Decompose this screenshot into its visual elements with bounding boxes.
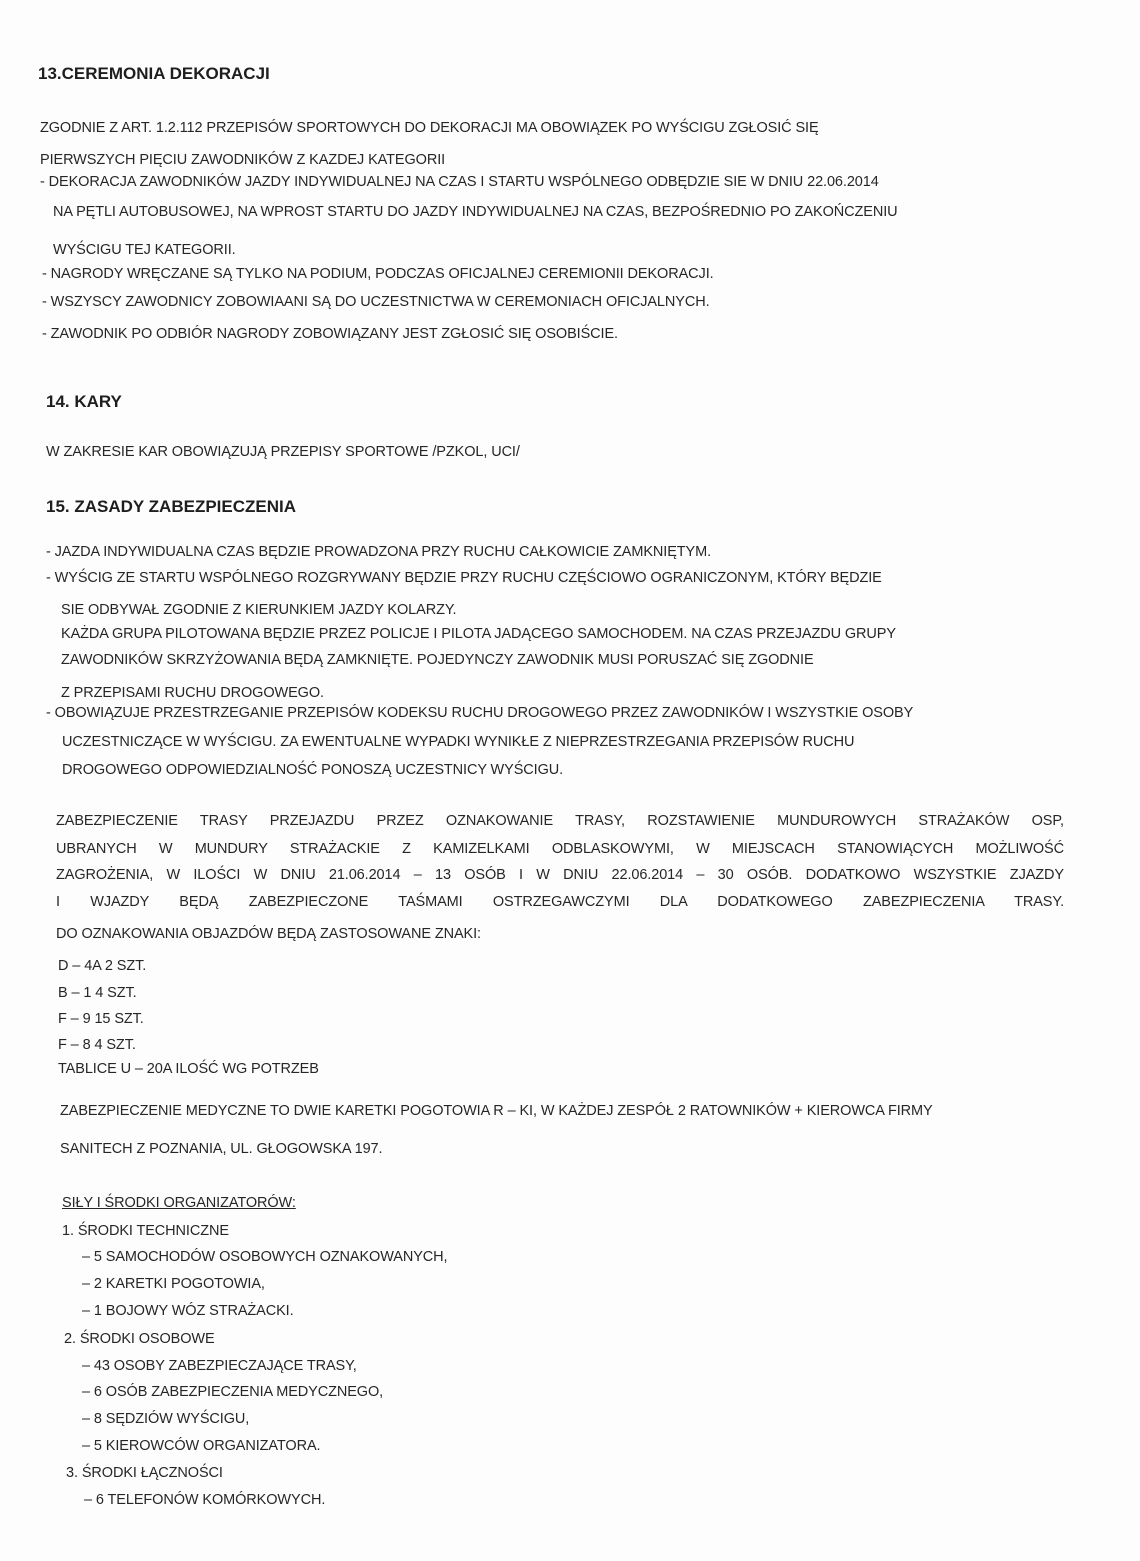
section-15-line: - OBOWIĄZUJE PRZESTRZEGANIE PRZEPISÓW KODEKSU RUCHU DROGOWEGO PRZEZ ZAWODNIKÓW I WSZYSTKIE OSOBY [46, 705, 914, 721]
section-13-line: - ZAWODNIK PO ODBIÓR NAGRODY ZOBOWIĄZANY JEST ZGŁOSIĆ SIĘ OSOBIŚCIE. [42, 326, 618, 342]
medical-line: SANITECH Z POZNANIA, UL. GŁOGOWSKA 197. [60, 1141, 383, 1157]
resource-item: – 5 SAMOCHODÓW OSOBOWYCH OZNAKOWANYCH, [82, 1249, 448, 1265]
section-15-line: KAŻDA GRUPA PILOTOWANA BĘDZIE PRZEZ POLICJE I PILOTA JADĄCEGO SAMOCHODEM. NA CZAS PRZEJAZDU GRUPY [61, 626, 896, 642]
resource-item: – 43 OSOBY ZABEZPIECZAJĄCE TRASY, [82, 1358, 357, 1374]
section-13-line: - NAGRODY WRĘCZANE SĄ TYLKO NA PODIUM, PODCZAS OFICJALNEJ CEREMIONII DEKORACJI. [42, 266, 714, 282]
resource-group-title: 1. ŚRODKI TECHNICZNE [62, 1223, 229, 1239]
resource-item: – 8 SĘDZIÓW WYŚCIGU, [82, 1411, 250, 1427]
sign-item: F – 8 4 SZT. [58, 1037, 136, 1053]
sign-item: TABLICE U – 20A ILOŚĆ WG POTRZEB [58, 1061, 319, 1077]
resource-item: – 2 KARETKI POGOTOWIA, [82, 1276, 265, 1292]
resource-item: – 6 OSÓB ZABEZPIECZENIA MEDYCZNEGO, [82, 1384, 384, 1400]
resources-title: SIŁY I ŚRODKI ORGANIZATORÓW: [62, 1195, 296, 1211]
sign-item: F – 9 15 SZT. [58, 1011, 144, 1027]
section-15-line: SIE ODBYWAŁ ZGODNIE Z KIERUNKIEM JAZDY KOLARZY. [61, 602, 457, 618]
sign-item: D – 4A 2 SZT. [58, 958, 147, 974]
sign-item: B – 1 4 SZT. [58, 985, 137, 1001]
section-13-heading: 13.CEREMONIA DEKORACJI [38, 64, 270, 83]
resource-item: – 6 TELEFONÓW KOMÓRKOWYCH. [84, 1492, 326, 1508]
section-13-line: NA PĘTLI AUTOBUSOWEJ, NA WPROST STARTU DO JAZDY INDYWIDUALNEJ NA CZAS, BEZPOŚREDNIO PO ZAKOŃCZENIU [53, 204, 898, 220]
section-13-line: WYŚCIGU TEJ KATEGORII. [53, 242, 236, 258]
section-14-heading: 14. KARY [46, 392, 122, 411]
security-paragraph-line: DO OZNAKOWANIA OBJAZDÓW BĘDĄ ZASTOSOWANE ZNAKI: [56, 926, 481, 942]
section-15-heading: 15. ZASADY ZABEZPIECZENIA [46, 497, 297, 516]
section-13-line: ZGODNIE Z ART. 1.2.112 PRZEPISÓW SPORTOWYCH DO DEKORACJI MA OBOWIĄZEK PO WYŚCIGU ZGŁOSIĆ SIĘ [40, 120, 819, 136]
section-13-line: PIERWSZYCH PIĘCIU ZAWODNIKÓW Z KAZDEJ KATEGORII [40, 152, 446, 168]
section-15-line: DROGOWEGO ODPOWIEDZIALNOŚĆ PONOSZĄ UCZESTNICY WYŚCIGU. [62, 762, 564, 778]
medical-line: ZABEZPIECZENIE MEDYCZNE TO DWIE KARETKI POGOTOWIA R – KI, W KAŻDEJ ZESPÓŁ 2 RATOWNIKÓW + KIEROWCA FIRMY [60, 1103, 933, 1119]
security-paragraph-line: UBRANYCH W MUNDURY STRAŻACKIE Z KAMIZELKAMI ODBLASKOWYMI, W MIEJSCACH STANOWIĄCYCH MOŻLIWOŚĆ [56, 841, 1064, 857]
section-13-line: - DEKORACJA ZAWODNIKÓW JAZDY INDYWIDUALNEJ NA CZAS I STARTU WSPÓLNEGO ODBĘDZIE SIE W DNIU 22.06.2014 [40, 174, 879, 190]
section-15-line: UCZESTNICZĄCE W WYŚCIGU. ZA EWENTUALNE WYPADKI WYNIKŁE Z NIEPRZESTRZEGANIA PRZEPISÓW RUCHU [62, 734, 855, 750]
section-15-line: ZAWODNIKÓW SKRZYŻOWANIA BĘDĄ ZAMKNIĘTE. POJEDYNCZY ZAWODNIK MUSI PORUSZAĆ SIĘ ZGODNIE [61, 652, 814, 668]
security-paragraph-line: ZABEZPIECZENIE TRASY PRZEJAZDU PRZEZ OZNAKOWANIE TRASY, ROZSTAWIENIE MUNDUROWYCH STRAŻAKÓW OSP, [56, 813, 1064, 829]
section-15-line: Z PRZEPISAMI RUCHU DROGOWEGO. [61, 685, 324, 701]
section-15-line: - JAZDA INDYWIDUALNA CZAS BĘDZIE PROWADZONA PRZY RUCHU CAŁKOWICIE ZAMKNIĘTYM. [46, 544, 712, 560]
section-14-line: W ZAKRESIE KAR OBOWIĄZUJĄ PRZEPISY SPORTOWE /PZKOL, UCI/ [46, 444, 520, 460]
section-15-line: - WYŚCIG ZE STARTU WSPÓLNEGO ROZGRYWANY BĘDZIE PRZY RUCHU CZĘŚCIOWO OGRANICZONYM, KTÓRY BĘDZIE [46, 570, 882, 586]
resource-item: – 1 BOJOWY WÓZ STRAŻACKI. [82, 1303, 294, 1319]
resource-group-title: 3. ŚRODKI ŁĄCZNOŚCI [66, 1465, 223, 1481]
security-paragraph-line: ZAGROŻENIA, W ILOŚCI W DNIU 21.06.2014 – 13 OSÓB I W DNIU 22.06.2014 – 30 OSÓB. DODATKOWO WSZYSTKIE ZJAZDY [56, 867, 1064, 883]
resource-item: – 5 KIEROWCÓW ORGANIZATORA. [82, 1438, 321, 1454]
resource-group-title: 2. ŚRODKI OSOBOWE [64, 1331, 215, 1347]
section-13-line: - WSZYSCY ZAWODNICY ZOBOWIAANI SĄ DO UCZESTNICTWA W CEREMONIACH OFICJALNYCH. [42, 294, 710, 310]
security-paragraph-line: I WJAZDY BĘDĄ ZABEZPIECZONE TAŚMAMI OSTRZEGAWCZYMI DLA DODATKOWEGO ZABEZPIECZENIA TRASY. [56, 894, 1064, 910]
